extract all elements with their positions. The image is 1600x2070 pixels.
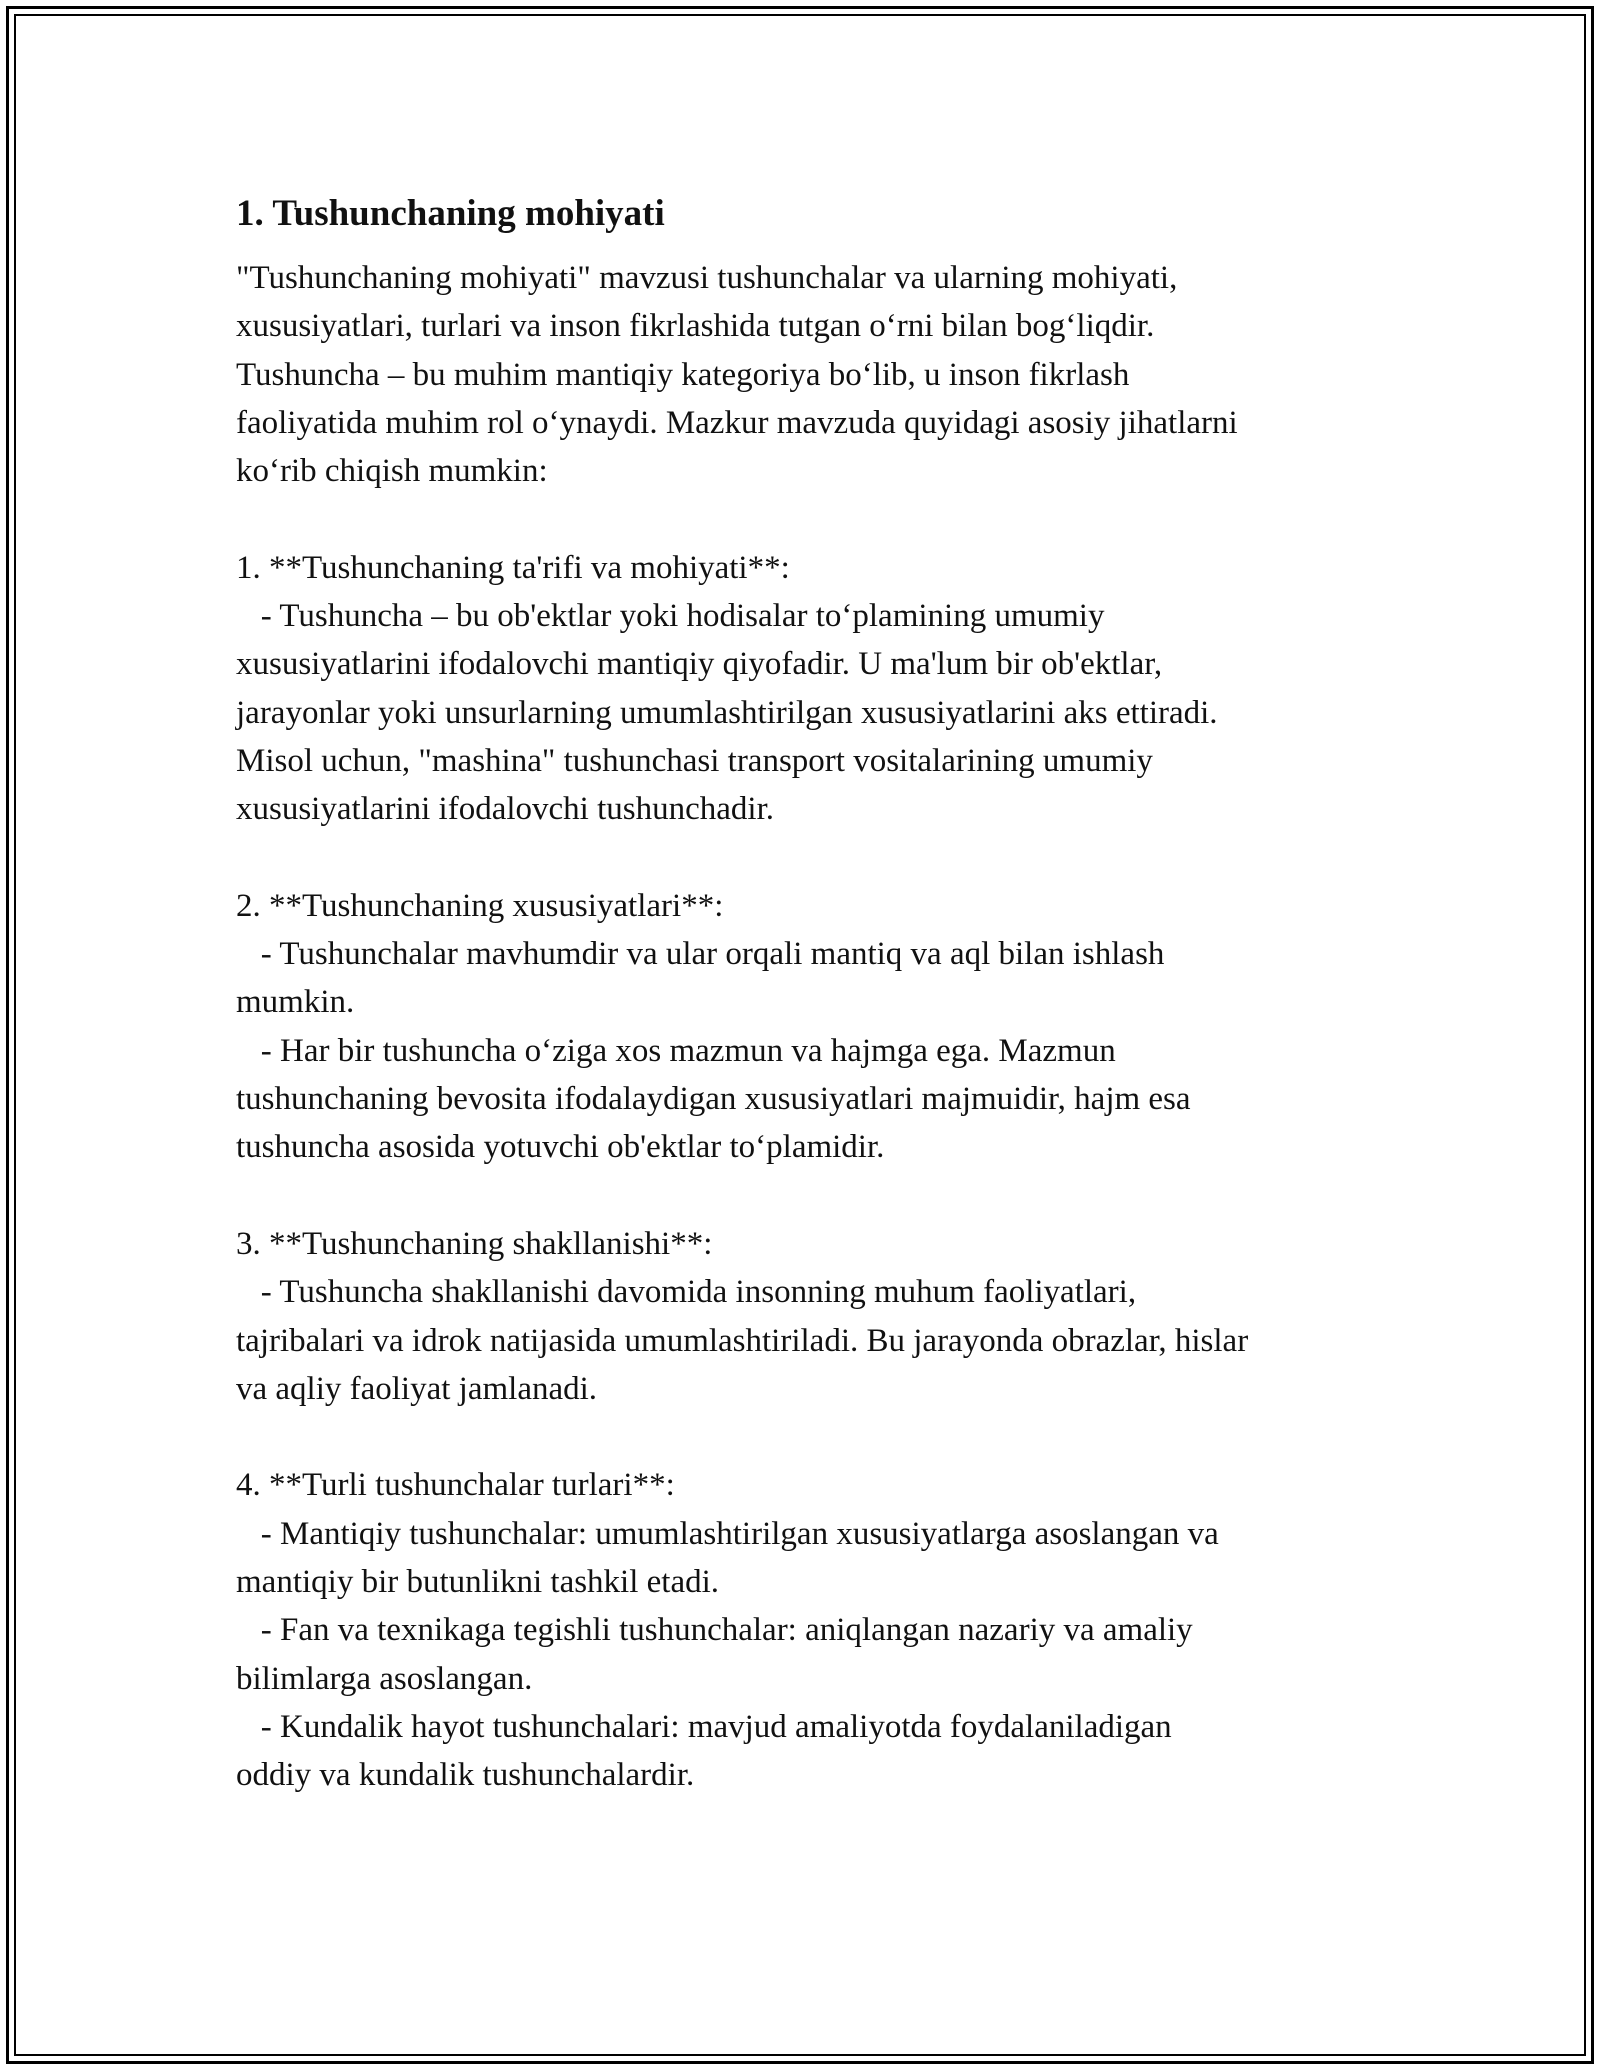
blank-line bbox=[236, 1413, 1366, 1461]
blank-line bbox=[236, 1172, 1366, 1220]
text-line: 3. **Tushunchaning shakllanishi**: bbox=[236, 1225, 713, 1262]
text-line: - Tushunchalar mavhumdir va ular orqali mantiq va aql bilan ishlash bbox=[236, 936, 1165, 973]
text-line: - Har bir tushuncha o‘ziga xos mazmun va hajmga ega. Mazmun bbox=[236, 1032, 1116, 1069]
text-line: xususiyatlari, turlari va inson fikrlashida tutgan o‘rni bilan bog‘liqdir. bbox=[236, 308, 1155, 345]
text-line: 1. **Tushunchaning ta'rifi va mohiyati**: bbox=[236, 549, 790, 586]
text-line: xususiyatlarini ifodalovchi tushunchadir. bbox=[236, 791, 774, 828]
text-line: ko‘rib chiqish mumkin: bbox=[236, 453, 548, 490]
text-line: faoliyatida muhim rol o‘ynaydi. Mazkur mavzuda quyidagi asosiy jihatlarni bbox=[236, 404, 1238, 441]
text-line: mumkin. bbox=[236, 984, 355, 1021]
blank-line bbox=[236, 495, 1366, 543]
document-page bbox=[236, 186, 1366, 1800]
document-body bbox=[236, 254, 1366, 1800]
text-line: xususiyatlarini ifodalovchi mantiqiy qiyofadir. U ma'lum bir ob'ektlar, bbox=[236, 646, 1163, 683]
text-line: jarayonlar yoki unsurlarning umumlashtirilgan xususiyatlarini aks ettiradi. bbox=[236, 694, 1218, 731]
text-line: tajribalari va idrok natijasida umumlashtiriladi. Bu jarayonda obrazlar, hislar bbox=[236, 1322, 1249, 1359]
text-line: bilimlarga asoslangan. bbox=[236, 1660, 533, 1697]
text-line: - Tushuncha – bu ob'ektlar yoki hodisalar to‘plamining umumiy bbox=[236, 598, 1105, 635]
text-line: mantiqiy bir butunlikni tashkil etadi. bbox=[236, 1564, 720, 1601]
text-line: - Mantiqiy tushunchalar: umumlashtirilgan xususiyatlarga asoslangan va bbox=[236, 1515, 1219, 1552]
text-line: - Tushuncha shakllanishi davomida insonning muhum faoliyatlari, bbox=[236, 1274, 1137, 1311]
document-title: 1. Tushunchaning mohiyati bbox=[236, 193, 665, 234]
text-line: va aqliy faoliyat jamlanadi. bbox=[236, 1370, 598, 1407]
text-line: "Tushunchaning mohiyati" mavzusi tushunchalar va ularning mohiyati, bbox=[236, 260, 1178, 296]
text-line: Misol uchun, "mashina" tushunchasi transport vositalarining umumiy bbox=[236, 742, 1153, 779]
text-line: Tushuncha – bu muhim mantiqiy kategoriya bo‘lib, u inson fikrlash bbox=[236, 356, 1130, 393]
text-line: oddiy va kundalik tushunchalardir. bbox=[236, 1757, 695, 1794]
text-line: tushunchaning bevosita ifodalaydigan xususiyatlari majmuidir, hajm esa bbox=[236, 1081, 1191, 1118]
text-line: tushuncha asosida yotuvchi ob'ektlar to‘plamidir. bbox=[236, 1129, 885, 1166]
text-line: 4. **Turli tushunchalar turlari**: bbox=[236, 1467, 675, 1504]
text-line: 2. **Tushunchaning xususiyatlari**: bbox=[236, 887, 724, 924]
text-line: - Fan va texnikaga tegishli tushunchalar: aniqlangan nazariy va amaliy bbox=[236, 1612, 1193, 1649]
text-line: - Kundalik hayot tushunchalari: mavjud amaliyotda foydalaniladigan bbox=[236, 1708, 1172, 1745]
blank-line bbox=[236, 834, 1366, 882]
